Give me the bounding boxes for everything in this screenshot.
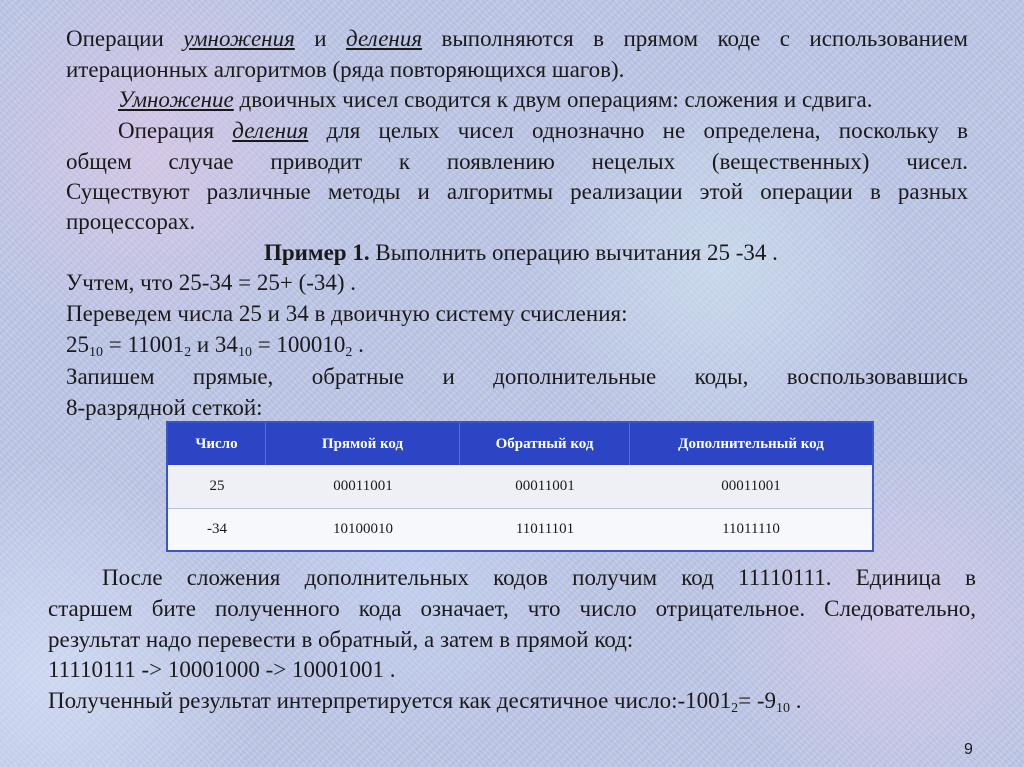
- division-line-4: процессорах.: [66, 209, 196, 234]
- write-codes-line-1: Запишем прямые, обратные и дополнительные коды, воспользовавшись: [66, 364, 968, 389]
- eq-text: .: [352, 332, 364, 357]
- result-line-3: результат надо перевести в обратный, а затем в прямой код:: [48, 627, 634, 652]
- table-cell: 11011101: [515, 521, 575, 537]
- table-header-cell: Число: [168, 423, 266, 465]
- division-text: Операция: [118, 118, 233, 143]
- division-text: для целых чисел однозначно не определена, поскольку в: [308, 118, 968, 143]
- example-label: Пример 1.: [264, 240, 370, 265]
- table-cell: 25: [209, 478, 225, 494]
- result-line-1: После сложения дополнительных кодов получим код 11110111. Единица в: [102, 565, 976, 590]
- division-line-1: [118, 116, 968, 146]
- table-header-row: [168, 423, 872, 465]
- division-line-3: Существуют различные методы и алгоритмы реализации этой операции в разных: [66, 179, 968, 204]
- table-cell: -34: [207, 521, 227, 537]
- result-line-4: 11110111 -> 10001000 -> 10001001 .: [48, 657, 396, 682]
- eq-text: и 34: [191, 332, 238, 357]
- table-header-cell: Обратный код: [460, 423, 630, 465]
- result-line-2: старшем бите полученного кода означает, что число отрицательное. Следовательно,: [48, 596, 976, 621]
- eq-text: = 100010: [251, 332, 346, 357]
- final-text: = -9: [738, 688, 777, 713]
- final-result-line: [48, 686, 802, 716]
- division-line-2: общем случае приводит к появлению нецелых (вещественных) чисел.: [66, 149, 968, 174]
- term-multiplication: умножения: [183, 26, 295, 51]
- intro-line-2: итерационных алгоритмов (ряда повторяющихся шагов).: [66, 57, 625, 82]
- eq-text: = 11001: [103, 332, 185, 357]
- intro-line-1: [66, 24, 968, 54]
- page-number: 9: [964, 741, 973, 758]
- table-row: [168, 465, 872, 509]
- table-cell: 00011001: [515, 478, 575, 494]
- convert-line: Переведем числа 25 и 34 в двоичную систему счисления:: [66, 301, 628, 326]
- final-text: .: [790, 688, 802, 713]
- final-subscript: 2: [731, 701, 739, 716]
- table-cell: 11011110: [722, 521, 780, 537]
- codes-table: [166, 421, 874, 552]
- note-line: Учтем, что 25-34 = 25+ (-34) .: [66, 270, 357, 295]
- table-cell: 00011001: [721, 478, 781, 494]
- intro-text: и: [294, 26, 347, 51]
- table-row: [168, 509, 872, 550]
- term-multiplication-2: Умножение: [118, 87, 234, 112]
- multiplication-text: двоичных чисел сводится к двум операциям: сложения и сдвига.: [233, 87, 873, 112]
- example-heading: [264, 238, 778, 268]
- eq-subscript: 2: [345, 345, 353, 360]
- final-text: Полученный результат интерпретируется как десятичное число:-1001: [48, 688, 732, 713]
- eq-subscript: 10: [237, 345, 252, 360]
- eq-subscript: 10: [89, 345, 103, 360]
- table-header-cell: Прямой код: [266, 423, 460, 465]
- write-codes-line-2: 8-разрядной сеткой:: [66, 395, 263, 420]
- binary-conversion-line: [66, 330, 364, 360]
- eq-subscript: 2: [184, 345, 192, 360]
- final-subscript: 10: [776, 701, 791, 716]
- intro-text: выполняются в прямом коде с использованием: [422, 26, 968, 51]
- eq-text: 25: [66, 332, 89, 357]
- table-cell: 10100010: [333, 521, 393, 537]
- example-task: Выполнить операцию вычитания 25 -34 .: [369, 240, 778, 265]
- table-header-cell: Дополнительный код: [678, 435, 824, 452]
- term-division-2: деления: [232, 118, 309, 143]
- term-division: деления: [346, 26, 423, 51]
- table-cell: 00011001: [333, 478, 393, 494]
- multiplication-line: [118, 85, 872, 115]
- intro-text: Операции: [66, 26, 184, 51]
